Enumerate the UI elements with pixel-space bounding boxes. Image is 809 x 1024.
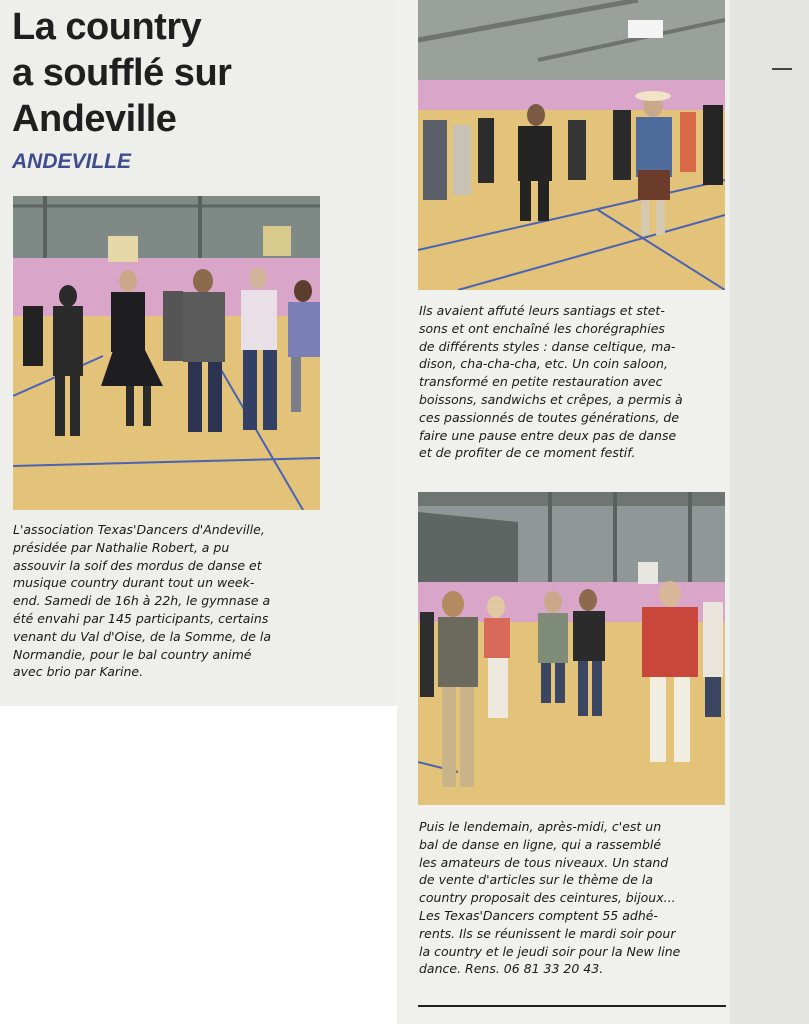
paragraph-intro: L'association Texas'Dancers d'Andeville, présidée par Nathalie Robert, a pu assouvir la soif des mordus de danse et musique country durant tout un week- end. Samedi de 16h à 22h, le gymnase a été envahi par 145 participants, certains venant du Val d'Oise, de la Somme, de la Normandie, pour le bal country animé avec brio par Karine. — [13, 522, 271, 680]
photo-sunday-dancers — [418, 492, 725, 805]
edge-dash — [772, 68, 792, 70]
photo-line-dance-hall — [418, 0, 725, 290]
adjacent-page-edge — [730, 0, 809, 1024]
photo-dancers-gym — [13, 196, 320, 510]
paragraph-saloon: Ils avaient affuté leurs santiags et stet- sons et ont enchaîné les chorégraphies de différents styles : danse celtique, ma- dison, cha-cha-cha, etc. Un coin saloon, transformé en petite restauration avec boissons, sandwichs et crêpes, a permis à ces passionnés de toutes générations, de faire une pause entre deux pas de danse et de profiter de ce moment festif. — [419, 303, 683, 461]
headline: La country a soufflé sur Andeville — [12, 6, 232, 140]
column-end-rule — [418, 1005, 726, 1007]
location-kicker: ANDEVILLE — [12, 150, 132, 173]
paragraph-sunday: Puis le lendemain, après-midi, c'est un bal de danse en ligne, qui a rassemblé les amateurs de tous niveaux. Un stand de vente d'articles sur le thème de la country proposait des ceintures, bijoux... Les Texas'Dancers comptent 55 adhé- rents. Ils se réunissent le mardi soir pour la country et le jeudi soir pour la New line dance. Rens. 06 81 33 20 43. — [419, 819, 681, 977]
